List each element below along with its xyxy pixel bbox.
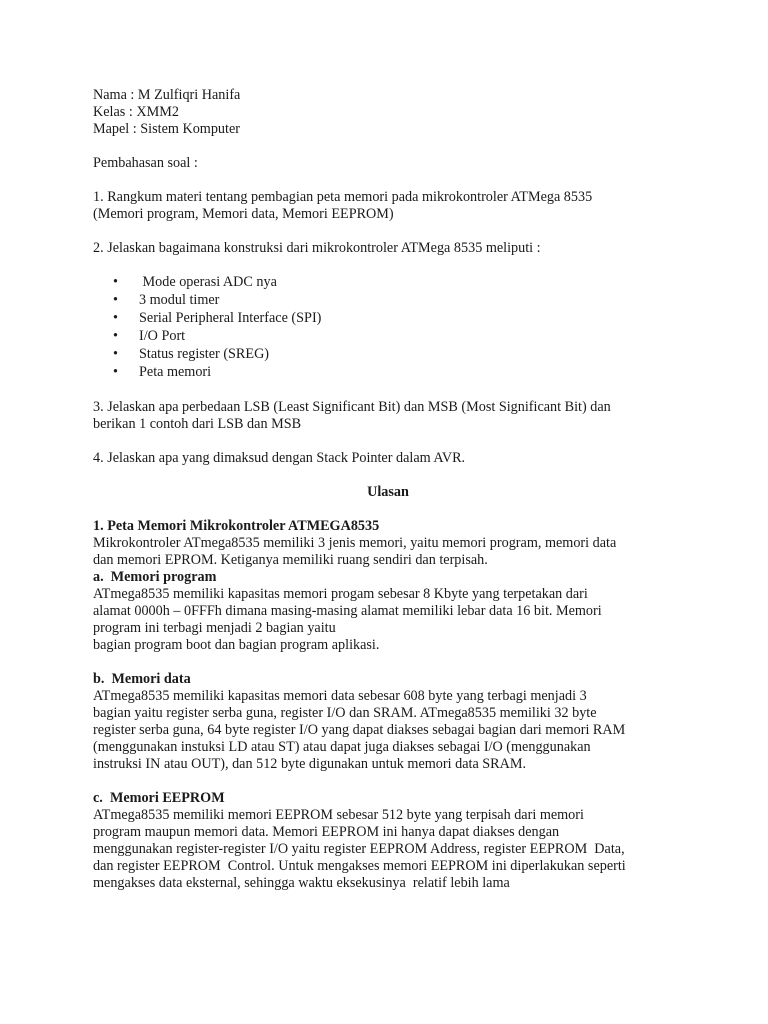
question-3-line: 3. Jelaskan apa perbedaan LSB (Least Significant Bit) dan MSB (Most Significant Bit) dan xyxy=(93,399,611,415)
list-item-text: Serial Peripheral Interface (SPI) xyxy=(139,310,322,326)
list-item-text: I/O Port xyxy=(139,328,186,344)
subsection-a-title: a. Memori program xyxy=(93,569,217,585)
pembahasan-label: Pembahasan soal : xyxy=(93,155,198,171)
subsection-c-text xyxy=(93,807,683,892)
list-item-text: Peta memori xyxy=(139,364,212,380)
list-item xyxy=(113,310,683,328)
bullet-icon: • xyxy=(113,292,118,308)
subsection-c-title: c. Memori EEPROM xyxy=(93,790,225,806)
paragraph-line: alamat 0000h – 0FFFh dimana masing-masing alamat memiliki lebar data 16 bit. Memori xyxy=(93,603,602,619)
ulasan-title: Ulasan xyxy=(367,484,409,500)
subject: Mapel : Sistem Komputer xyxy=(93,121,240,137)
question-3 xyxy=(93,399,683,433)
subsection-b-text xyxy=(93,688,683,773)
bullet-icon: • xyxy=(113,346,118,362)
question-1-line: (Memori program, Memori data, Memori EEPROM) xyxy=(93,206,394,222)
paragraph-line: mengakses data eksternal, sehingga waktu eksekusinya relatif lebih lama xyxy=(93,875,510,891)
section-1-title: 1. Peta Memori Mikrokontroler ATMEGA8535 xyxy=(93,518,380,534)
bullet-icon: • xyxy=(113,274,118,290)
paragraph-line: instruksi IN atau OUT), dan 512 byte digunakan untuk memori data SRAM. xyxy=(93,756,527,772)
paragraph-line: ATmega8535 memiliki kapasitas memori data sebesar 608 byte yang terbagi menjadi 3 xyxy=(93,688,587,704)
section-1-intro xyxy=(93,535,683,569)
paragraph-line: menggunakan register-register I/O yaitu register EEPROM Address, register EEPROM Data, xyxy=(93,841,625,857)
paragraph-line: program ini terbagi menjadi 2 bagian yaitu xyxy=(93,620,336,636)
bullet-icon: • xyxy=(113,364,118,380)
question-1-line: 1. Rangkum materi tentang pembagian peta memori pada mikrokontroler ATMega 8535 xyxy=(93,189,593,205)
list-item xyxy=(113,346,683,364)
paragraph-line: ATmega8535 memiliki memori EEPROM sebesar 512 byte yang terpisah dari memori xyxy=(93,807,584,823)
paragraph-line: dan memori EPROM. Ketiganya memiliki ruang sendiri dan terpisah. xyxy=(93,552,488,568)
paragraph-line: register serba guna, 64 byte register I/O yang dapat diakses sebagai bagian dari memori RAM xyxy=(93,722,626,738)
list-item xyxy=(113,292,683,310)
list-item xyxy=(113,364,683,382)
list-item xyxy=(113,274,683,292)
question-2: 2. Jelaskan bagaimana konstruksi dari mikrokontroler ATMega 8535 meliputi : xyxy=(93,240,541,256)
document-page xyxy=(93,87,683,892)
subsection-a-text xyxy=(93,586,683,654)
paragraph-line: bagian program boot dan bagian program aplikasi. xyxy=(93,637,380,653)
list-item-text: Status register (SREG) xyxy=(139,346,270,362)
subsection-b-title: b. Memori data xyxy=(93,671,191,687)
paragraph-line: program maupun memori data. Memori EEPROM ini hanya dapat diakses dengan xyxy=(93,824,560,840)
list-item-text: 3 modul timer xyxy=(139,292,220,308)
question-2-bullet-list xyxy=(93,274,683,382)
list-item-text: Mode operasi ADC nya xyxy=(139,274,277,290)
paragraph-line: bagian yaitu register serba guna, register I/O dan SRAM. ATmega8535 memiliki 32 byte xyxy=(93,705,597,721)
paragraph-line: (menggunakan instuksi LD atau ST) atau dapat juga diakses sebagai I/O (menggunakan xyxy=(93,739,591,755)
paragraph-line: Mikrokontroler ATmega8535 memiliki 3 jenis memori, yaitu memori program, memori data xyxy=(93,535,617,551)
question-3-line: berikan 1 contoh dari LSB dan MSB xyxy=(93,416,302,432)
paragraph-line: dan register EEPROM Control. Untuk mengakses memori EEPROM ini diperlakukan seperti xyxy=(93,858,626,874)
question-1 xyxy=(93,189,683,223)
student-class: Kelas : XMM2 xyxy=(93,104,179,120)
student-name: Nama : M Zulfiqri Hanifa xyxy=(93,87,241,103)
question-4: 4. Jelaskan apa yang dimaksud dengan Stack Pointer dalam AVR. xyxy=(93,450,466,466)
list-item xyxy=(113,328,683,346)
bullet-icon: • xyxy=(113,310,118,326)
bullet-icon: • xyxy=(113,328,118,344)
paragraph-line: ATmega8535 memiliki kapasitas memori progam sebesar 8 Kbyte yang terpetakan dari xyxy=(93,586,588,602)
